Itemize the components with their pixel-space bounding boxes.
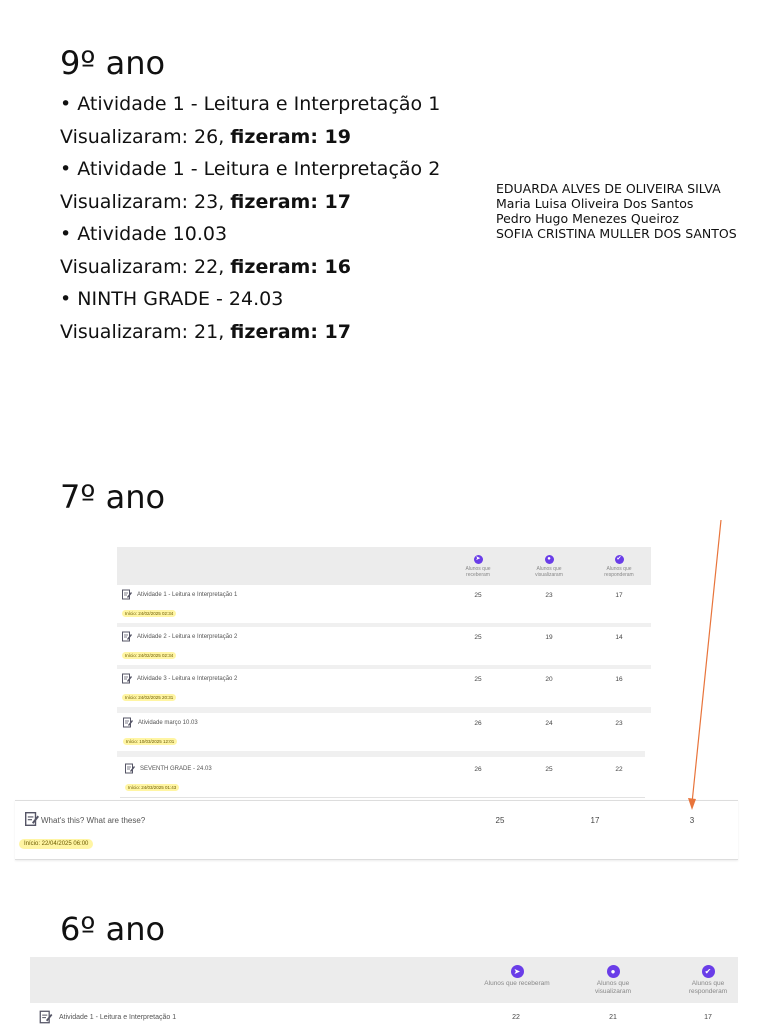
viewed-count: Visualizaram: 26, [60, 125, 225, 148]
edit-document-icon [122, 589, 132, 600]
viewed-value: 25 [545, 766, 553, 773]
answered-value: 3 [689, 816, 695, 825]
section-title-9: 9º ano [60, 44, 166, 82]
viewed-count: Visualizaram: 23, [60, 190, 225, 213]
start-badge: Início: 24/02/2025 02:34 [122, 652, 176, 659]
stats-line [60, 316, 440, 349]
edit-document-icon [122, 631, 132, 642]
column-label: Alunos que responderam [688, 980, 728, 995]
table-header [30, 957, 738, 1003]
received-value: 25 [474, 634, 482, 641]
column-answered [675, 965, 741, 995]
stats-line [60, 186, 440, 219]
column-label: Alunos que receberam [465, 566, 491, 578]
answered-value: 14 [615, 634, 623, 641]
eye-icon: ● [545, 555, 554, 564]
done-count: fizeram: 16 [230, 255, 351, 278]
received-value: 26 [474, 766, 482, 773]
row-name: Atividade março 10.03 [138, 720, 198, 726]
eye-icon: ● [607, 965, 620, 978]
highlighted-activity-row[interactable] [15, 800, 738, 860]
column-label: Alunos que visualizaram [535, 566, 563, 578]
edit-document-icon [39, 1010, 53, 1024]
section-title-7: 7º ano [60, 478, 166, 516]
received-value: 22 [512, 1014, 520, 1021]
activity-line: • Atividade 1 - Leitura e Interpretação 1 [60, 93, 441, 115]
sixth-grade-table [30, 957, 738, 1024]
check-circle-icon: ✔ [616, 556, 622, 562]
table-row[interactable] [120, 759, 645, 798]
activity-line: • Atividade 10.03 [60, 223, 228, 245]
viewed-value: 21 [609, 1014, 617, 1021]
send-icon: ➤ [475, 556, 481, 562]
activity-line: • Atividade 1 - Leitura e Interpretação 2 [60, 158, 441, 180]
column-label: Alunos que responderam [604, 566, 634, 578]
table-row[interactable] [117, 585, 651, 624]
answered-value: 22 [615, 766, 623, 773]
edit-document-icon [25, 811, 39, 827]
done-count: fizeram: 19 [230, 125, 351, 148]
ninth-grade-summary [60, 88, 440, 348]
table-row[interactable] [30, 1003, 738, 1024]
start-badge: Início: 22/04/2025 06:00 [19, 839, 93, 849]
table-header [117, 547, 651, 585]
stats-line [60, 121, 440, 154]
seventh-grade-table [117, 547, 651, 797]
row-name: What's this? What are these? [41, 816, 146, 825]
send-icon: ➤ [511, 965, 524, 978]
column-received [453, 555, 503, 578]
viewed-count: Visualizaram: 21, [60, 320, 225, 343]
row-divider [117, 751, 645, 757]
annotation-arrow [680, 515, 730, 815]
answered-value: 23 [615, 720, 623, 727]
start-badge: Início: 24/03/2025 01:43 [125, 784, 179, 791]
edit-document-icon [125, 763, 135, 774]
column-answered [594, 555, 644, 578]
start-badge: Início: 24/02/2025 20:31 [122, 694, 176, 701]
column-label: Alunos que visualizaram [594, 980, 632, 995]
done-count: fizeram: 17 [230, 320, 351, 343]
row-name: Atividade 1 - Leitura e Interpretação 1 [59, 1014, 177, 1021]
table-row[interactable] [118, 713, 637, 752]
received-value: 25 [474, 592, 482, 599]
edit-document-icon [122, 673, 132, 684]
viewed-count: Visualizaram: 22, [60, 255, 225, 278]
viewed-value: 19 [545, 634, 553, 641]
check-circle-icon: ✔ [702, 965, 715, 978]
section-title-6: 6º ano [60, 910, 166, 948]
start-badge: Início: 10/03/2025 12:01 [123, 738, 177, 745]
column-label: Alunos que receberam [484, 980, 550, 987]
received-value: 25 [495, 816, 505, 825]
received-value: 26 [474, 720, 482, 727]
row-name: Atividade 2 - Leitura e Interpretação 2 [137, 634, 238, 640]
received-value: 25 [474, 676, 482, 683]
student-names-list [496, 181, 737, 241]
stats-line [60, 251, 440, 284]
column-viewed [524, 555, 574, 578]
student-name: Pedro Hugo Menezes Queiroz [496, 211, 679, 226]
table-row[interactable] [117, 627, 651, 666]
row-name: SEVENTH GRADE - 24.03 [140, 766, 212, 772]
viewed-value: 24 [545, 720, 553, 727]
row-name: Atividade 1 - Leitura e Interpretação 1 [137, 592, 238, 598]
edit-document-icon [123, 717, 133, 728]
student-name: SOFIA CRISTINA MULLER DOS SANTOS [496, 226, 737, 241]
answered-value: 17 [704, 1014, 712, 1021]
answered-value: 16 [615, 676, 623, 683]
viewed-value: 20 [545, 676, 553, 683]
table-row[interactable] [117, 669, 651, 708]
column-received [484, 965, 550, 988]
viewed-value: 17 [590, 816, 600, 825]
student-name: Maria Luisa Oliveira Dos Santos [496, 196, 694, 211]
viewed-value: 23 [545, 592, 553, 599]
done-count: fizeram: 17 [230, 190, 351, 213]
activity-line: • NINTH GRADE - 24.03 [60, 288, 284, 310]
start-badge: Início: 24/02/2025 02:34 [122, 610, 176, 617]
column-viewed [580, 965, 646, 995]
answered-value: 17 [615, 592, 623, 599]
student-name: EDUARDA ALVES DE OLIVEIRA SILVA [496, 181, 721, 196]
row-name: Atividade 3 - Leitura e Interpretação 2 [137, 676, 238, 682]
